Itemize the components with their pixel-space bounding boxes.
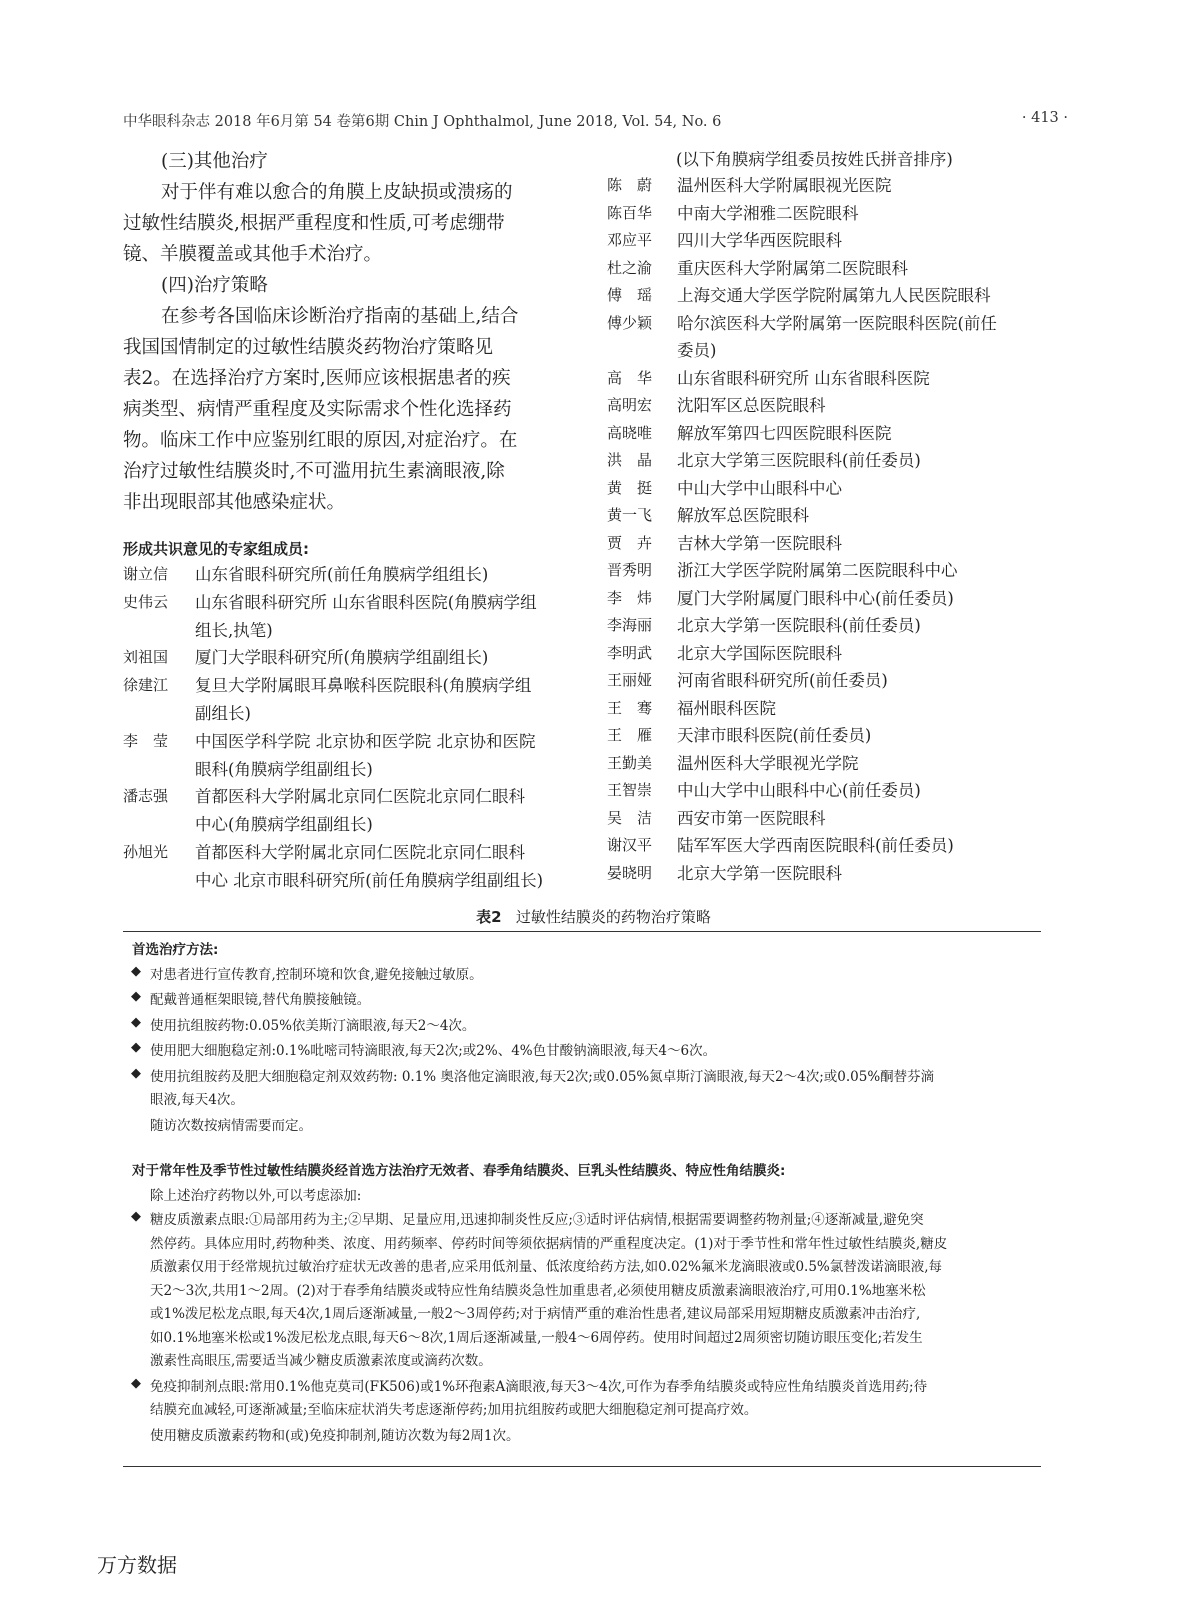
committee-affiliation: 北京大学国际医院眼科 [677,643,842,663]
committee-entry [607,777,1047,805]
committee-affiliation: 解放军总医院眼科 [677,506,809,525]
committee-name: 傅少颖 [607,313,653,332]
expert-affiliation: 中心(角膜病学组副组长) [195,815,373,835]
table-item-line: 或1%泼尼松龙点眼,每天4次,1周后逐渐减量,一般2～3周停药;对于病情严重的难治性患者,建议局部采用短期糖皮质激素冲击治疗, [150,1306,921,1322]
bullet-diamond-icon: ◆ [131,989,141,1004]
committee-name: 陈百华 [607,203,653,222]
committee-entry [607,530,1047,558]
committee-name: 邓应平 [607,231,653,249]
committee-name: 王智崇 [607,781,653,799]
committee-name: 李海丽 [607,616,653,634]
committee-affiliation: 北京大学第一医院眼科 [677,863,842,883]
table-item-line: 对患者进行宣传教育,控制环境和饮食,避免接触过敏原。 [150,966,483,983]
committee-name: 高明宏 [607,396,653,414]
committee-affiliation: 中南大学湘雅二医院眼科 [677,203,859,223]
expert-name: 潘志强 [123,787,169,806]
expert-affiliation: 中国医学科学院 北京协和医学院 北京协和医院 [195,731,536,751]
committee-name: 晏晓明 [607,863,653,882]
expert-affiliation: 厦门大学眼科研究所(角膜病学组副组长) [195,648,489,668]
committee-entry [607,200,1047,228]
committee-affiliation: 解放军第四七四医院眼科医院 [677,423,892,443]
para-line: 治疗过敏性结膜炎时,不可滥用抗生素滴眼液,除 [123,461,505,482]
committee-affiliation: 委员) [677,341,717,360]
committee-name: 傅 瑶 [607,286,653,304]
committee-name: 陈 蔚 [607,176,653,194]
committee-entry [607,832,1047,860]
committee-name: 吴 洁 [607,808,653,827]
committee-note: (以下角膜病学组委员按姓氏拼音排序) [676,150,953,169]
para-line: 在参考各国临床诊断治疗指南的基础上,结合 [161,306,519,327]
committee-entry [607,557,1047,585]
expert-name: 谢立信 [123,565,169,583]
committee-entry [607,695,1047,723]
table-label: 表2 [476,908,502,926]
table-intro: 除上述治疗药物以外,可以考虑添加: [150,1187,362,1204]
table-bottom-rule [123,1466,1041,1467]
expert-affiliation: 复旦大学附属眼耳鼻喉科医院眼科(角膜病学组 [195,676,532,696]
table-item-line: 使用抗组胺药物:0.05%依美斯汀滴眼液,每天2～4次。 [150,1017,476,1034]
committee-name: 晋秀明 [607,561,653,579]
expert-name: 刘祖国 [123,648,169,667]
bullet-diamond-icon: ◆ [131,1209,141,1224]
committee-name: 洪 晶 [607,451,653,469]
committee-name: 谢汉平 [607,836,653,854]
para-line: 表2。在选择治疗方案时,医师应该根据患者的疾 [123,368,511,389]
running-header [123,110,1068,134]
table-item-line: 使用抗组胺药及肥大细胞稳定剂双效药物: 0.1% 奥洛他定滴眼液,每天2次;或0.05%氮卓斯汀滴眼液,每天2～4次;或0.05%酮替芬滴 [150,1068,935,1085]
committee-entry [607,282,1047,310]
committee-name: 黄 挺 [607,478,653,497]
bullet-diamond-icon: ◆ [131,1014,141,1030]
para-line: 对于伴有难以愈合的角膜上皮缺损或溃疡的 [161,182,513,203]
committee-name: 王 雁 [607,726,653,744]
committee-name: 杜之渝 [607,258,653,277]
expert-affiliation: 副组长) [195,703,251,723]
committee-entry [607,722,1047,750]
committee-affiliation: 温州医科大学附属眼视光医院 [677,176,892,195]
expert-affiliation: 首都医科大学附属北京同仁医院北京同仁眼科 [195,843,525,862]
table-section-heading: 首选治疗方法: [132,942,219,958]
committee-name: 贾 卉 [607,533,653,552]
committee-entry [607,475,1047,503]
table-item-line: 使用肥大细胞稳定剂:0.1%吡嘧司特滴眼液,每天2次;或2%、4%色甘酸钠滴眼液,每天4～6次。 [150,1043,717,1059]
committee-affiliation: 厦门大学附属厦门眼科中心(前任委员) [677,588,954,608]
expert-entry [123,728,573,784]
committee-affiliation: 重庆医科大学附属第二医院眼科 [677,258,908,278]
committee-name: 王勤美 [607,753,653,772]
table-title: 过敏性结膜炎的药物治疗策略 [515,908,711,926]
expert-entry [123,672,573,728]
committee-name: 李 炜 [607,588,653,607]
committee-affiliation: 天津市眼科医院(前任委员) [677,726,872,745]
expert-affiliation: 组长,执笔) [195,620,273,640]
committee-entry [607,585,1047,613]
table-item-line: 如0.1%地塞米松或1%泼尼松龙点眼,每天6～8次,1周后逐渐减量,一般4～6周停药。使用时间超过2周须密切随访眼压变化;若发生 [150,1329,923,1346]
experts-heading: 形成共识意见的专家组成员: [123,540,309,558]
committee-entry [607,640,1047,668]
committee-affiliation: 陆军军医大学西南医院眼科(前任委员) [677,836,954,855]
para-line: 镜、羊膜覆盖或其他手术治疗。 [123,244,383,265]
expert-entry [123,589,573,645]
watermark-footer: 万方数据 [97,1553,177,1577]
table-top-rule [123,931,1041,932]
expert-name: 徐建江 [123,676,169,695]
committee-affiliation: 山东省眼科研究所 山东省眼科医院 [677,368,930,388]
committee-affiliation: 福州眼科医院 [677,698,776,718]
table-item-line: 天2～3次,共用1～2周。(2)对于春季角结膜炎或特应性角结膜炎急性加重患者,必须使用糖皮质激素滴眼液治疗,可用0.1%地塞米松 [150,1282,926,1299]
committee-affiliation: 河南省眼科研究所(前任委员) [677,671,888,690]
table-item-line: 免疫抑制剂点眼:常用0.1%他克莫司(FK506)或1%环孢素A滴眼液,每天3～4次,可作为春季角结膜炎或特应性角结膜炎首选用药;待 [150,1378,928,1395]
expert-affiliation: 山东省眼科研究所(前任角膜病学组组长) [195,565,489,584]
table-item-line: 然停药。具体应用时,药物种类、浓度、用药频率、停药时间等须依据病情的严重程度决定。(1)对于季节性和常年性过敏性结膜炎,糖皮 [150,1235,948,1252]
committee-affiliation: 温州医科大学眼视光学院 [677,753,859,773]
committee-affiliation: 中山大学中山眼科中心(前任委员) [677,781,921,800]
committee-entry [607,420,1047,448]
committee-affiliation: 吉林大学第一医院眼科 [677,533,842,553]
expert-affiliation: 中心 北京市眼科研究所(前任角膜病学组副组长) [195,870,544,890]
committee-entry [607,667,1047,695]
expert-affiliation: 眼科(角膜病学组副组长) [195,759,373,779]
expert-name: 孙旭光 [123,843,169,861]
committee-entry [607,365,1047,393]
para-line: 过敏性结膜炎,根据严重程度和性质,可考虑绷带 [123,213,505,234]
left-column [123,146,573,518]
committee-entry [607,255,1047,283]
table-section-heading: 对于常年性及季节性过敏性结膜炎经首选方法治疗无效者、春季角结膜炎、巨乳头性结膜炎、特应性角结膜炎: [132,1163,786,1179]
committee-affiliation: 中山大学中山眼科中心 [677,478,842,498]
para-line: 物。临床工作中应鉴别红眼的原因,对症治疗。在 [123,430,518,451]
expert-affiliation: 首都医科大学附属北京同仁医院北京同仁眼科 [195,787,525,807]
committee-affiliation: 哈尔滨医科大学附属第一医院眼科医院(前任 [677,313,997,333]
expert-entry [123,783,573,839]
table-item-line: 配戴普通框架眼镜,替代角膜接触镜。 [150,992,371,1008]
committee-entry [607,447,1047,475]
table-item-line: 结膜充血减轻,可逐渐减量;至临床症状消失考虑逐渐停药;加用抗组胺药或肥大细胞稳定剂可提高疗效。 [150,1402,758,1418]
bullet-diamond-icon: ◆ [131,1065,141,1081]
bullet-diamond-icon: ◆ [131,1040,141,1055]
committee-affiliation: 西安市第一医院眼科 [677,808,826,828]
committee-affiliation: 上海交通大学医学院附属第九人民医院眼科 [677,286,991,305]
committee-name: 王丽娅 [607,671,653,689]
committee-name: 高 华 [607,368,653,387]
committee-entry [607,392,1047,420]
expert-entry [123,839,573,895]
table-item-line: 激素性高眼压,需要适当减少糖皮质激素浓度或滴药次数。 [150,1353,492,1369]
committee-affiliation: 沈阳军区总医院眼科 [677,396,826,415]
expert-name: 史伟云 [123,592,169,611]
expert-affiliation: 山东省眼科研究所 山东省眼科医院(角膜病学组 [195,592,537,612]
committee-affiliation: 浙江大学医学院附属第二医院眼科中心 [677,561,958,580]
section-3-title: (三)其他治疗 [161,151,268,172]
table-item-line: 眼液,每天4次。 [150,1092,244,1108]
committee-affiliation: 北京大学第一医院眼科(前任委员) [677,616,921,635]
committee-affiliation: 北京大学第三医院眼科(前任委员) [677,451,921,470]
page-number: · 413 · [1021,110,1068,126]
committee-entry [607,310,1047,365]
journal-citation: 中华眼科杂志 2018 年6月第 54 卷第6期 Chin J Ophthalmol, June 2018, Vol. 54, No. 6 [123,114,722,130]
committee-entry [607,227,1047,255]
expert-entry [123,644,573,672]
table-note: 使用糖皮质激素药物和(或)免疫抑制剂,随访次数为每2周1次。 [150,1427,520,1444]
committee-entry [607,172,1047,200]
committee-name: 高晓唯 [607,423,653,442]
committee-entry [607,502,1047,530]
committee-name: 王 骞 [607,698,653,717]
table-item-line: 质激素仅用于经常规抗过敏治疗症状无改善的患者,应采用低剂量、低浓度给药方法,如0.02%氟米龙滴眼液或0.5%氯替泼诺滴眼液,每 [150,1259,943,1275]
para-line: 病类型、病情严重程度及实际需求个性化选择药 [123,399,512,420]
para-line: 非出现眼部其他感染症状。 [123,492,346,513]
committee-entry [607,860,1047,888]
section-4-title: (四)治疗策略 [161,275,268,296]
expert-name: 李 莹 [123,731,169,750]
table-note: 随访次数按病情需要而定。 [150,1117,312,1134]
para-line: 我国国情制定的过敏性结膜炎药物治疗策略见 [123,337,494,358]
bullet-diamond-icon: ◆ [131,1375,141,1391]
expert-entry [123,561,573,589]
committee-entry [607,612,1047,640]
table-caption [0,906,1187,927]
committee-name: 黄一飞 [607,506,653,524]
committee-entry [607,805,1047,833]
table-item-line: 糖皮质激素点眼:①局部用药为主;②早期、足量应用,迅速抑制炎性反应;③适时评估病情,根据需要调整药物剂量;④逐渐减量,避免突 [150,1212,924,1228]
committee-entry [607,750,1047,778]
bullet-diamond-icon: ◆ [131,963,141,979]
committee-affiliation: 四川大学华西医院眼科 [677,231,842,250]
committee-name: 李明武 [607,643,653,662]
